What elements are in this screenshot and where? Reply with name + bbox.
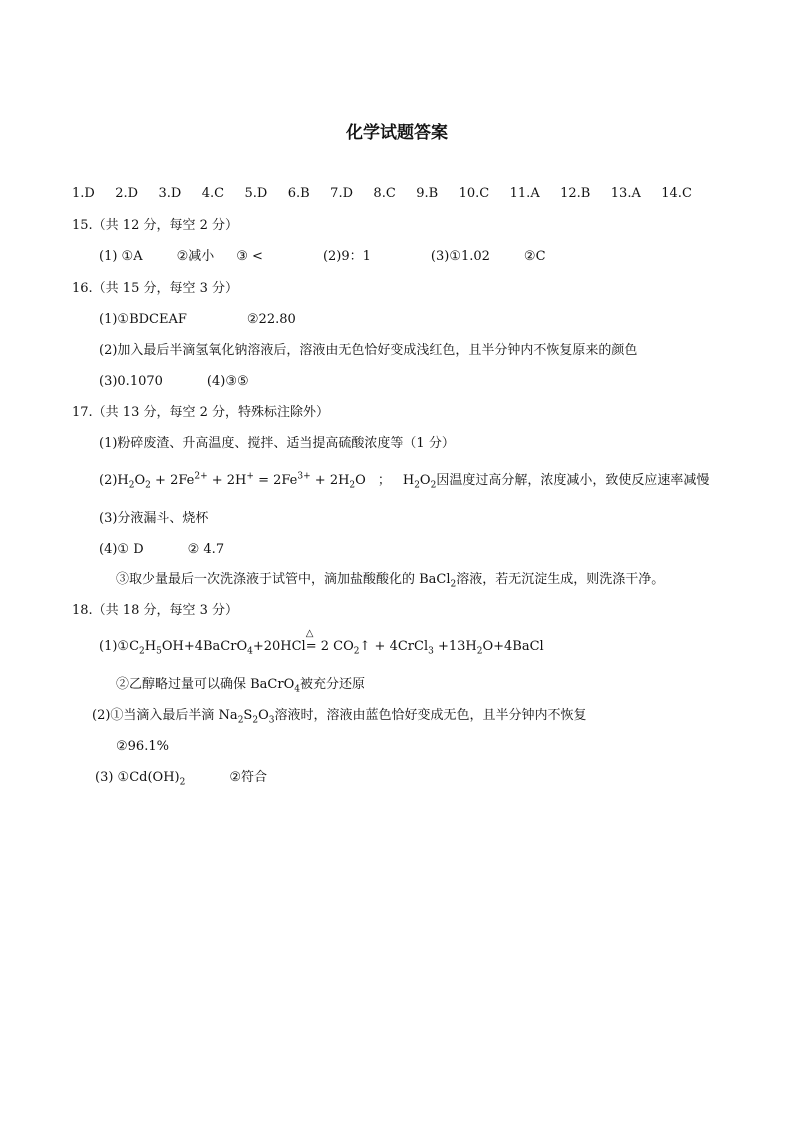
q16-answer: (4)③⑤	[206, 374, 249, 389]
q17-answer: ② 4.7	[187, 542, 225, 557]
q15-answers	[99, 248, 546, 266]
q18-equation: $(1)①C_2H_5OH+4BaCrO_4+20HCl$ △ = 2 $CO_2↑$ + 4CrCl$_3$ $+13H_2O+4BaCl$	[99, 628, 544, 657]
q15-answer: ③ <	[236, 249, 263, 264]
q16-answer-2: (2)加入最后半滴氢氧化钠溶液后，溶液由无色恰好变成浅红色，且半分钟内不恢复原来的颜色	[99, 343, 638, 358]
mc-answer: 12.B	[560, 186, 591, 201]
heat-symbol: △ =	[305, 628, 317, 654]
mc-answer: 10.C	[458, 186, 490, 201]
mc-answer: 3.D	[158, 186, 182, 201]
mc-answer: 9.B	[416, 186, 439, 201]
mc-answer: 6.B	[287, 186, 310, 201]
q17-answer-2: $(2)H_2O_2 + 2Fe^{2+} + 2H^+ = 2Fe^{3+} + 2H_2O$ ； $H_2O_2$因温度过高分解，浓度减小，致使反应速率减慢	[99, 471, 710, 491]
q15-heading: 15.（共 12 分，每空 2 分）	[72, 218, 239, 233]
q15-answer: (3)①1.02	[430, 249, 490, 264]
q16-answer: ②22.80	[246, 312, 296, 327]
q18-answer-4: ②96.1%	[116, 739, 169, 754]
mc-answer: 14.C	[661, 186, 692, 201]
mc-answer: 8.C	[373, 186, 396, 201]
q16-answers-1	[99, 311, 296, 329]
mc-answer: 2.D	[115, 186, 139, 201]
q17-answers-4	[99, 541, 224, 559]
q18-answer-5: (3) $①Cd(OH)_2$ ②符合	[95, 770, 267, 788]
q18-heading: 18.（共 18 分，每空 3 分）	[72, 603, 239, 618]
mc-answer: 5.D	[244, 186, 268, 201]
q17-answer-3: (3)分液漏斗、烧杯	[99, 511, 209, 526]
q16-answer: (1)①BDCEAF	[99, 312, 187, 327]
multiple-choice-answers	[72, 186, 692, 201]
q15-answer: ②减小	[176, 249, 215, 264]
q17-answer-6: ③取少量最后一次洗涤液于试管中，滴加盐酸酸化的 BaCl$_2$溶液，若无沉淀生成，则洗涤干净。	[116, 572, 665, 590]
mc-answer: 11.A	[509, 186, 540, 201]
q16-answers-3	[99, 373, 249, 391]
q16-heading: 16.（共 15 分，每空 3 分）	[72, 281, 239, 296]
q17-equation: $H_2O_2 + 2Fe^{2+} + 2H^+ = 2Fe^{3+} + 2H_2O$	[117, 471, 366, 491]
q18-answer-3: (2)①当滴入最后半滴 $Na_2S_2O_3$溶液时，溶液由蓝色恰好变成无色，且半分钟内不恢复	[92, 708, 587, 726]
page-title: 化学试题答案	[346, 123, 448, 143]
q17-heading: 17.（共 13 分，每空 2 分，特殊标注除外）	[72, 405, 330, 420]
mc-answer: 1.D	[72, 186, 95, 201]
q17-answer-1: (1)粉碎废渣、升高温度、搅拌、适当提高硫酸浓度等（1 分）	[99, 436, 455, 451]
mc-answer: 4.C	[201, 186, 225, 201]
q15-answer: ②C	[523, 249, 546, 264]
q16-answer: (3)0.1070	[99, 374, 163, 389]
q17-explanation: $H_2O_2$因温度过高分解，浓度减小，致使反应速率减慢	[402, 473, 710, 491]
q17-answer: (4)① D	[99, 542, 144, 557]
q15-answer: (1) ①A	[99, 249, 143, 264]
q15-answer: (2)9：1	[322, 249, 371, 264]
q18-answer-2: ②乙醇略过量可以确保 BaCrO$_4$被充分还原	[116, 677, 366, 695]
mc-answer: 7.D	[330, 186, 353, 201]
mc-answer: 13.A	[610, 186, 641, 201]
